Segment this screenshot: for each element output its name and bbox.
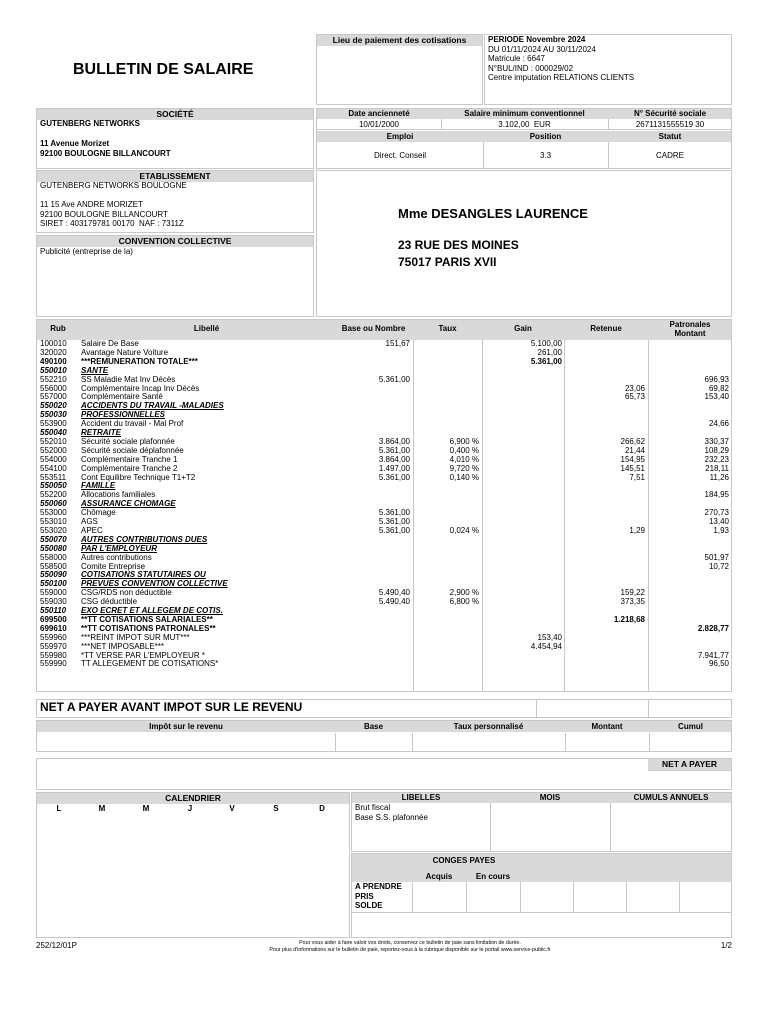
position-header: Position	[529, 132, 562, 141]
statut-value: CADRE	[655, 151, 684, 160]
pay-cell-ret: 145,51	[620, 463, 645, 473]
calendrier-box	[36, 792, 350, 938]
emploi-value: Direct. Conseil	[373, 151, 426, 160]
conges-solde: SOLDE	[355, 901, 383, 910]
net-avant-impot-label: NET A PAYER AVANT IMPOT SUR LE REVENU	[40, 700, 303, 714]
pay-cell-rub: 556000	[40, 383, 67, 393]
pay-cell-base: 5.490,40	[378, 588, 410, 598]
info-divider	[317, 129, 731, 130]
conges-col-div4	[573, 882, 574, 912]
pay-cell-pat: 270,73	[704, 508, 729, 518]
pay-cell-ret: 1.218,68	[613, 614, 645, 624]
cumuls-libelles-header: LIBELLES	[401, 793, 441, 802]
anciennete-value: 10/01/2000	[358, 120, 400, 129]
employee-box	[316, 170, 732, 317]
salaire-min-value: 3.102,00 EUR	[498, 120, 551, 129]
pay-cell-lib: Cont Equilibre Technique T1+T2	[81, 472, 196, 482]
pay-cell-taux: 0,024 %	[449, 525, 479, 535]
cumuls-brut-fiscal: Brut fiscal	[355, 803, 391, 812]
col-header-gain: Gain	[514, 324, 532, 333]
pay-cell-ret: 1,29	[629, 525, 645, 535]
pay-cell-taux: 6,900 %	[449, 436, 479, 446]
pay-cell-rub: 559990	[40, 659, 67, 669]
pay-cell-pat: 108,29	[704, 445, 729, 455]
pay-cell-pat: 11,26	[709, 472, 729, 482]
col-header-rub: Rub	[50, 324, 66, 333]
col-header-montant: Montant	[674, 329, 706, 338]
pay-cell-rub: 550060	[40, 499, 67, 509]
pay-cell-rub: 320020	[40, 347, 67, 357]
conges-pris: PRIS	[355, 891, 374, 901]
conges-a-prendre: A PRENDRE	[355, 882, 402, 891]
conges-col-div1	[412, 882, 413, 912]
pay-cell-rub: 552000	[40, 445, 67, 455]
calendrier-day-sat: S	[273, 804, 279, 813]
pay-cell-lib: APEC	[81, 525, 103, 535]
pay-cell-rub: 558000	[40, 552, 67, 562]
pay-cell-base: 1.497,00	[378, 463, 410, 473]
pay-cell-rub: 553010	[40, 517, 67, 526]
pay-cell-base: 3.864,00	[378, 454, 410, 464]
pay-cell-ret: 373,35	[620, 597, 645, 607]
net-a-payer-box	[36, 758, 732, 790]
pay-cell-rub: 550040	[40, 428, 67, 437]
societe-header: SOCIÉTÉ	[37, 109, 313, 120]
pay-cell-rub: 553511	[40, 472, 67, 482]
pay-cell-rub: 553000	[40, 508, 67, 518]
pay-cell-pat: 69,82	[708, 383, 729, 393]
convention-header: CONVENTION COLLECTIVE	[37, 236, 313, 247]
employee-name: Mme DESANGLES LAURENCE	[398, 206, 588, 221]
calendrier-day-fri: V	[229, 804, 235, 813]
pay-cell-rub: 550050	[40, 481, 67, 491]
pay-cell-lib: COTISATIONS STATUTAIRES OU	[81, 570, 206, 580]
pay-cell-lib: AGS	[81, 517, 98, 526]
pay-cell-pat: 10,72	[708, 561, 729, 571]
pay-cell-lib: ***NET IMPOSABLE***	[81, 641, 164, 651]
conges-header: CONGES PAYES	[432, 856, 496, 865]
statut-header: Statut	[658, 132, 682, 141]
calendrier-day-mon: L	[56, 804, 62, 813]
pay-cell-lib: Complémentaire Incap Inv Décès	[81, 383, 200, 393]
pay-cell-rub: 699500	[40, 614, 67, 624]
etablissement-siret: SIRET : 403179781 00170 NAF : 7311Z	[40, 219, 184, 228]
pay-cell-rub: 550110	[40, 606, 67, 615]
pay-cell-rub: 558500	[40, 561, 67, 571]
pay-cell-lib: RETRAITE	[81, 428, 121, 437]
pay-col-div1	[413, 340, 414, 692]
pay-cell-gain: 5.100,00	[530, 339, 562, 348]
salaire-min-header: Salaire minimum conventionnel	[464, 109, 585, 118]
cumuls-base-ss: Base S.S. plafonnée	[355, 812, 428, 822]
anciennete-header: Date ancienneté	[348, 109, 410, 118]
info-col-div2	[608, 119, 609, 130]
pay-cell-lib: AUTRES CONTRIBUTIONS DUES	[81, 534, 208, 544]
convention-value: Publicité (entreprise de la)	[40, 247, 133, 256]
conges-col-div5	[626, 882, 627, 912]
conges-row-div	[352, 912, 731, 913]
pay-cell-rub: 559030	[40, 597, 67, 607]
pay-cell-lib: PAR L'EMPLOYEUR	[81, 543, 157, 553]
bulletin-number: N°BUL/IND : 000029/02	[488, 63, 574, 73]
pay-cell-base: 5.361,00	[378, 508, 410, 518]
pay-cell-lib: Sécurité sociale déplafonnée	[81, 445, 184, 455]
pay-cell-pat: 696,93	[704, 374, 729, 384]
impot-col-div4	[649, 733, 650, 751]
pay-cell-rub: 557000	[40, 392, 67, 402]
col-header-patronales: Patronales	[669, 319, 711, 329]
pay-cell-base: 5.361,00	[378, 374, 410, 384]
pay-cell-rub: 550030	[40, 410, 67, 420]
pay-cell-ret: 159,22	[620, 588, 645, 598]
cumuls-annuels-header: CUMULS ANNUELS	[633, 793, 709, 802]
net-avant-impot-div2	[648, 700, 649, 717]
employee-address-line2: 75017 PARIS XVII	[398, 255, 497, 269]
pay-cell-lib: PROFESSIONNELLES	[81, 410, 166, 420]
pay-cell-pat: 1,93	[713, 525, 729, 535]
pay-cell-lib: PREVUES CONVENTION COLLECTIVE	[81, 579, 228, 589]
societe-address-line2: 92100 BOULOGNE BILLANCOURT	[40, 148, 171, 158]
pay-cell-lib: Avantage Nature Voiture	[81, 347, 169, 357]
impot-cumul-header: Cumul	[678, 722, 703, 731]
pay-cell-lib: Allocations familiales	[81, 490, 156, 500]
secu-header: N° Sécurité sociale	[633, 109, 707, 118]
pay-cell-taux: 0,400 %	[449, 445, 479, 455]
pay-cell-lib: ACCIDENTS DU TRAVAIL -MALADIES	[81, 401, 224, 411]
pay-cell-taux: 9,720 %	[449, 463, 479, 473]
col-header-libelle: Libellé	[193, 324, 220, 333]
etablissement-address-line2: 92100 BOULOGNE BILLANCOURT	[40, 209, 168, 219]
pay-cell-lib: Salaire De Base	[81, 339, 139, 348]
pay-cell-rub: 100010	[40, 339, 67, 348]
pay-cell-taux: 4,010 %	[449, 454, 479, 464]
pay-cell-lib: TT ALLEGEMENT DE COTISATIONS*	[81, 659, 219, 669]
pay-cell-ret: 154,95	[620, 454, 645, 464]
pay-cell-rub: 550090	[40, 570, 67, 580]
pay-cell-ret: 23,06	[624, 383, 645, 393]
footer-page: 1/2	[720, 941, 732, 950]
etablissement-address-line1: 11 15 Ave ANDRE MORIZET	[40, 200, 143, 209]
footer-note-1: Pour vous aider à faire valoir vos droits, conservez ce bulletin de paie sans limitation de durée.	[299, 940, 521, 946]
net-a-payer-label: NET A PAYER	[648, 759, 731, 770]
net-avant-impot-div1	[536, 700, 537, 717]
pay-cell-lib: FAMILLE	[81, 481, 116, 491]
societe-name: GUTENBERG NETWORKS	[40, 119, 140, 128]
pay-cell-lib: **TT COTISATIONS SALARIALES**	[81, 614, 213, 624]
pay-cell-lib: SS Maladie Mat Inv Décès	[81, 374, 176, 384]
pay-cell-ret: 21,44	[624, 445, 645, 455]
pay-cell-rub: 554100	[40, 463, 67, 473]
pay-cell-lib: Complémentaire Tranche 2	[81, 463, 178, 473]
cumuls-col-div1	[490, 803, 491, 851]
conges-col-div2	[466, 882, 467, 912]
pay-cell-base: 3.864,00	[378, 436, 410, 446]
footer-ref: 252/12/01P	[36, 941, 77, 950]
pay-cell-lib: Comite Entreprise	[81, 561, 146, 571]
matricule: Matricule : 6647	[488, 54, 545, 63]
impot-col-div2	[412, 733, 413, 751]
pay-cell-rub: 552200	[40, 490, 67, 500]
pay-cell-pat: 13,40	[708, 517, 729, 526]
pay-cell-base: 5.361,00	[378, 472, 410, 482]
pay-cell-lib: Accident du travail - Mal Prof	[81, 419, 184, 429]
pay-cell-lib: CSG/RDS non déductible	[81, 588, 172, 598]
pay-cell-pat: 24,66	[708, 419, 729, 429]
col-header-base: Base ou Nombre	[341, 324, 406, 333]
info-col-div1	[441, 119, 442, 130]
etablissement-name: GUTENBERG NETWORKS BOULOGNE	[40, 181, 187, 190]
pay-cell-base: 5.361,00	[378, 517, 410, 526]
info-col-div3	[483, 142, 484, 168]
pay-cell-pat: 232,23	[704, 454, 729, 464]
conges-encours-header: En cours	[475, 872, 511, 881]
lieu-paiement-header: Lieu de paiement des cotisations	[317, 35, 482, 46]
pay-cell-pat: 96,50	[708, 659, 729, 669]
pay-cell-lib: ***REINT IMPOT SUR MUT***	[81, 632, 190, 642]
calendrier-header: CALENDRIER	[37, 793, 349, 804]
footer-note-2: Pour plus d'informations sur le bulletin de paie, reportez-vous à la rubrique disponible sur le portail www.service-public.fr	[269, 947, 551, 953]
pay-cell-gain: 153,40	[537, 632, 562, 642]
pay-cell-lib: *TT VERSE PAR L'EMPLOYEUR *	[81, 650, 205, 660]
impot-taux-header: Taux personnalisé	[453, 722, 524, 731]
pay-cell-rub: 550070	[40, 534, 67, 544]
pay-cell-rub: 550010	[40, 365, 67, 375]
conges-acquis-header: Acquis	[425, 872, 453, 881]
pay-cell-lib: Chômage	[81, 508, 116, 518]
pay-cell-lib: **TT COTISATIONS PATRONALES**	[81, 623, 216, 633]
emploi-header: Emploi	[386, 132, 414, 141]
pay-cell-gain: 4.454,94	[530, 641, 562, 651]
calendrier-day-tue: M	[98, 804, 106, 813]
pay-cell-lib: Complémentaire Santé	[81, 392, 163, 402]
pay-cell-lib: Sécurité sociale plafonnée	[81, 436, 175, 446]
pay-cell-base: 5.490,40	[378, 597, 410, 607]
pay-cell-lib: Complémentaire Tranche 1	[81, 454, 178, 464]
impot-base-header: Base	[363, 722, 384, 731]
pay-cell-rub: 559970	[40, 641, 67, 651]
cumuls-mois-header: MOIS	[539, 793, 561, 802]
col-header-retenue: Retenue	[590, 324, 622, 333]
net-a-payer-line	[648, 770, 731, 771]
pay-cell-lib: Autres contributions	[81, 552, 152, 562]
pay-cell-lib: CSG déductible	[81, 597, 138, 607]
info-col-div4	[608, 142, 609, 168]
conges-col-div6	[679, 882, 680, 912]
pay-cell-pat: 184,95	[704, 490, 729, 500]
pay-cell-base: 151,67	[385, 339, 410, 348]
pay-cell-lib: EXO ECRET ET ALLEGEM DE COTIS.	[81, 606, 223, 615]
secu-value: 2671131555519 30	[635, 120, 705, 129]
impot-col-div1	[335, 733, 336, 751]
pay-cell-lib: ASSURANCE CHOMAGE	[81, 499, 176, 509]
pay-cell-pat: 330,37	[704, 436, 729, 446]
pay-cell-lib: ***REMUNERATION TOTALE***	[81, 356, 198, 366]
pay-cell-rub: 550020	[40, 401, 67, 411]
impot-col-div3	[565, 733, 566, 751]
pay-cell-taux: 2,900 %	[449, 588, 479, 598]
pay-cell-rub: 550100	[40, 579, 67, 589]
calendrier-day-sun: D	[319, 804, 325, 813]
societe-address-line1: 11 Avenue Morizet	[40, 139, 110, 148]
pay-cell-pat: 7.941,77	[697, 650, 729, 660]
centre-imputation: Centre imputation RELATIONS CLIENTS	[488, 73, 635, 82]
pay-cell-rub: 559960	[40, 632, 67, 642]
position-value: 3.3	[539, 151, 552, 160]
col-header-taux: Taux	[438, 324, 457, 333]
calendrier-day-wed: M	[142, 804, 150, 813]
pay-cell-rub: 490100	[40, 356, 67, 366]
pay-cell-rub: 559000	[40, 588, 67, 598]
pay-cell-base: 5.361,00	[378, 445, 410, 455]
document-title: BULLETIN DE SALAIRE	[73, 61, 254, 78]
pay-cell-gain: 5.361,00	[530, 356, 562, 366]
periode-title: PERIODE Novembre 2024	[488, 35, 586, 44]
pay-cell-taux: 0,140 %	[449, 472, 479, 482]
calendrier-day-thu: J	[187, 804, 193, 813]
pay-cell-rub: 552010	[40, 436, 67, 446]
pay-cell-rub: 559980	[40, 650, 67, 660]
pay-cell-ret: 266,62	[620, 436, 645, 446]
pay-cell-rub: 552210	[40, 374, 67, 384]
pay-cell-gain: 261,00	[537, 347, 562, 357]
pay-cell-rub: 553020	[40, 525, 67, 535]
impot-montant-header: Montant	[591, 722, 623, 731]
pay-cell-lib: SANTE	[81, 365, 109, 375]
periode-dates: DU 01/11/2024 AU 30/11/2024	[488, 44, 596, 54]
conges-col-div3	[520, 882, 521, 912]
pay-cell-pat: 218,11	[705, 463, 729, 473]
pay-cell-rub: 699610	[40, 623, 67, 633]
pay-cell-pat: 2.828,77	[697, 623, 729, 633]
pay-cell-taux: 6,800 %	[449, 597, 479, 607]
pay-cell-rub: 553900	[40, 419, 67, 429]
pay-cell-rub: 550080	[40, 543, 67, 553]
impot-header: Impôt sur le revenu	[149, 722, 223, 731]
pay-cell-pat: 501,97	[704, 552, 729, 562]
pay-cell-rub: 554000	[40, 454, 67, 464]
etablissement-header: ETABLISSEMENT	[37, 171, 313, 182]
employee-address-line1: 23 RUE DES MOINES	[398, 238, 519, 252]
pay-cell-base: 5.361,00	[378, 525, 410, 535]
pay-cell-ret: 7,51	[629, 472, 645, 482]
pay-cell-pat: 153,40	[704, 392, 729, 402]
cumuls-col-div2	[610, 803, 611, 851]
pay-cell-ret: 65,73	[624, 392, 645, 402]
